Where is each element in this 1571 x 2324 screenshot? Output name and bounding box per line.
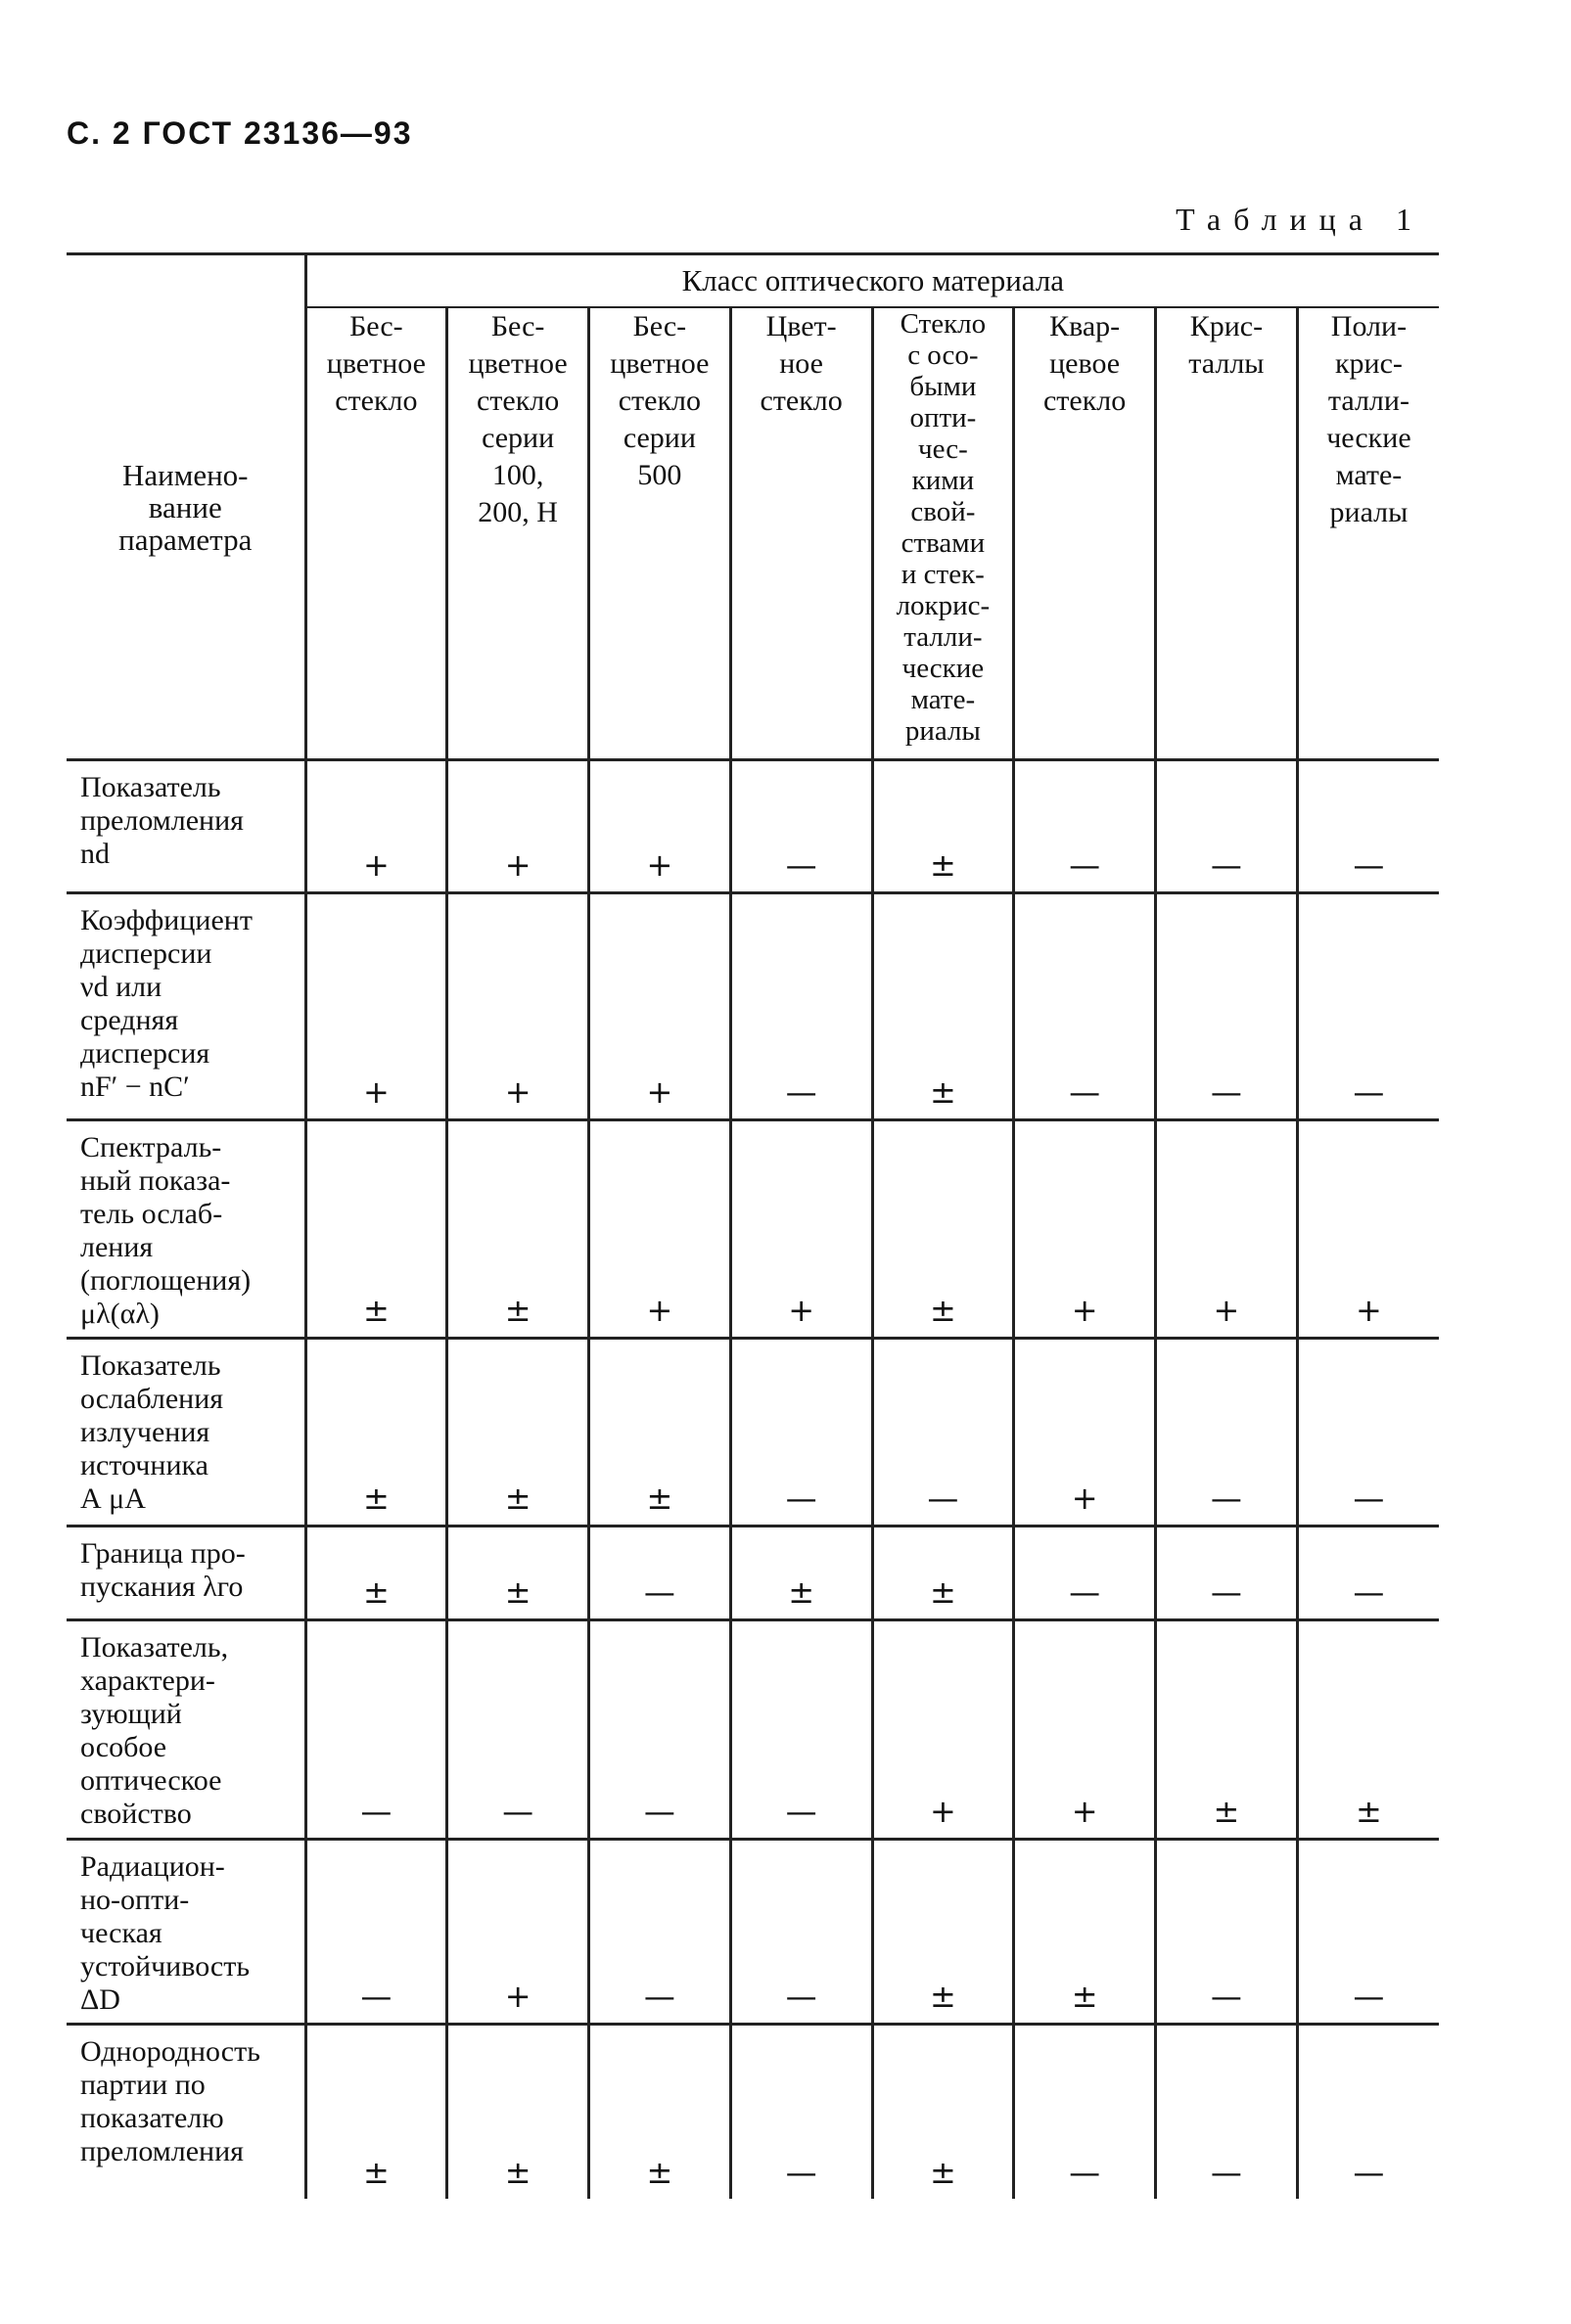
value-cell: + bbox=[1014, 1339, 1156, 1527]
value-cell: — bbox=[1156, 2025, 1298, 2199]
value-cell: — bbox=[730, 1620, 872, 1840]
param-name-cell: Показатель ослабления излучения источника А μA bbox=[67, 1339, 305, 1527]
value-cell: + bbox=[305, 760, 447, 893]
table-row bbox=[67, 1840, 1439, 2025]
column-header: Крис- таллы bbox=[1156, 307, 1298, 760]
column-header: Стекло с осо- быми опти- чес- кими свой- ствами и стек- локрис- талли- ческие мате- риалы bbox=[872, 307, 1014, 760]
value-cell: — bbox=[1297, 1339, 1439, 1527]
value-cell: + bbox=[447, 893, 589, 1120]
param-name-cell: Спектраль- ный показа- тель ослаб- ления (поглощения) μλ(αλ) bbox=[67, 1120, 305, 1339]
value-cell: ± bbox=[305, 1339, 447, 1527]
value-cell: + bbox=[1156, 1120, 1298, 1339]
value-cell: ± bbox=[1014, 1840, 1156, 2025]
value-cell: — bbox=[589, 1840, 731, 2025]
value-cell: — bbox=[589, 1620, 731, 1840]
value-cell: ± bbox=[872, 893, 1014, 1120]
param-name-cell: Однородность партии по показателю преломления bbox=[67, 2025, 305, 2199]
table-row bbox=[67, 893, 1439, 1120]
value-cell: — bbox=[305, 1620, 447, 1840]
value-cell: + bbox=[589, 760, 731, 893]
column-header: Цвет- ное стекло bbox=[730, 307, 872, 760]
value-cell: — bbox=[305, 1840, 447, 2025]
value-cell: — bbox=[730, 893, 872, 1120]
table-row bbox=[67, 1620, 1439, 1840]
value-cell: — bbox=[730, 2025, 872, 2199]
value-cell: ± bbox=[872, 2025, 1014, 2199]
value-cell: + bbox=[1014, 1620, 1156, 1840]
value-cell: — bbox=[1014, 893, 1156, 1120]
param-name-cell: Показатель, характери- зующий особое оптическое свойство bbox=[67, 1620, 305, 1840]
value-cell: + bbox=[872, 1620, 1014, 1840]
value-cell: — bbox=[1014, 760, 1156, 893]
value-cell: — bbox=[1297, 893, 1439, 1120]
value-cell: ± bbox=[730, 1527, 872, 1620]
page-header: С. 2 ГОСТ 23136—93 bbox=[67, 115, 413, 151]
value-cell: — bbox=[1014, 1527, 1156, 1620]
param-name-cell: Радиацион- но-опти- ческая устойчивость ΔD bbox=[67, 1840, 305, 2025]
param-name-cell: Граница про- пускания λго bbox=[67, 1527, 305, 1620]
value-cell: — bbox=[1297, 2025, 1439, 2199]
value-cell: — bbox=[730, 1339, 872, 1527]
value-cell: — bbox=[872, 1339, 1014, 1527]
value-cell: — bbox=[589, 1527, 731, 1620]
value-cell: ± bbox=[447, 2025, 589, 2199]
value-cell: — bbox=[1156, 1339, 1298, 1527]
value-cell: ± bbox=[872, 1527, 1014, 1620]
value-cell: ± bbox=[1156, 1620, 1298, 1840]
value-cell: ± bbox=[305, 1120, 447, 1339]
value-cell: + bbox=[447, 1840, 589, 2025]
param-name-cell: Коэффициент дисперсии νd или средняя дисперсия nF′ − nC′ bbox=[67, 893, 305, 1120]
value-cell: — bbox=[1156, 1840, 1298, 2025]
value-cell: — bbox=[1156, 760, 1298, 893]
value-cell: — bbox=[1156, 893, 1298, 1120]
value-cell: — bbox=[1156, 1527, 1298, 1620]
value-cell: + bbox=[305, 893, 447, 1120]
value-cell: ± bbox=[447, 1527, 589, 1620]
value-cell: + bbox=[447, 760, 589, 893]
table-row bbox=[67, 760, 1439, 893]
value-cell: ± bbox=[1297, 1620, 1439, 1840]
value-cell: — bbox=[1014, 2025, 1156, 2199]
column-header: Бес- цветное стекло серии 500 bbox=[589, 307, 731, 760]
value-cell: — bbox=[730, 1840, 872, 2025]
table-row bbox=[67, 2025, 1439, 2199]
param-name-header: Наимено- вание параметра bbox=[67, 254, 305, 760]
value-cell: ± bbox=[872, 1840, 1014, 2025]
value-cell: + bbox=[730, 1120, 872, 1339]
value-cell: + bbox=[589, 1120, 731, 1339]
table-row bbox=[67, 1527, 1439, 1620]
value-cell: — bbox=[447, 1620, 589, 1840]
parameters-table bbox=[67, 252, 1439, 2199]
value-cell: — bbox=[1297, 760, 1439, 893]
column-header: Поли- крис- талли- ческие мате- риалы bbox=[1297, 307, 1439, 760]
value-cell: ± bbox=[305, 2025, 447, 2199]
column-header: Бес- цветное стекло bbox=[305, 307, 447, 760]
column-header: Квар- цевое стекло bbox=[1014, 307, 1156, 760]
value-cell: + bbox=[589, 893, 731, 1120]
value-cell: ± bbox=[305, 1527, 447, 1620]
value-cell: ± bbox=[447, 1339, 589, 1527]
value-cell: — bbox=[730, 760, 872, 893]
table-row bbox=[67, 1339, 1439, 1527]
value-cell: ± bbox=[872, 1120, 1014, 1339]
value-cell: — bbox=[1297, 1527, 1439, 1620]
value-cell: + bbox=[1297, 1120, 1439, 1339]
material-class-header: Класс оптического материала bbox=[305, 254, 1439, 308]
table-body bbox=[67, 760, 1439, 2199]
column-header: Бес- цветное стекло серии 100, 200, Н bbox=[447, 307, 589, 760]
param-name-cell: Показатель преломления nd bbox=[67, 760, 305, 893]
value-cell: ± bbox=[447, 1120, 589, 1339]
value-cell: — bbox=[1297, 1840, 1439, 2025]
value-cell: ± bbox=[589, 1339, 731, 1527]
value-cell: ± bbox=[589, 2025, 731, 2199]
value-cell: + bbox=[1014, 1120, 1156, 1339]
table-caption: Таблица 1 bbox=[1176, 202, 1424, 237]
value-cell: ± bbox=[872, 760, 1014, 893]
table-row bbox=[67, 1120, 1439, 1339]
